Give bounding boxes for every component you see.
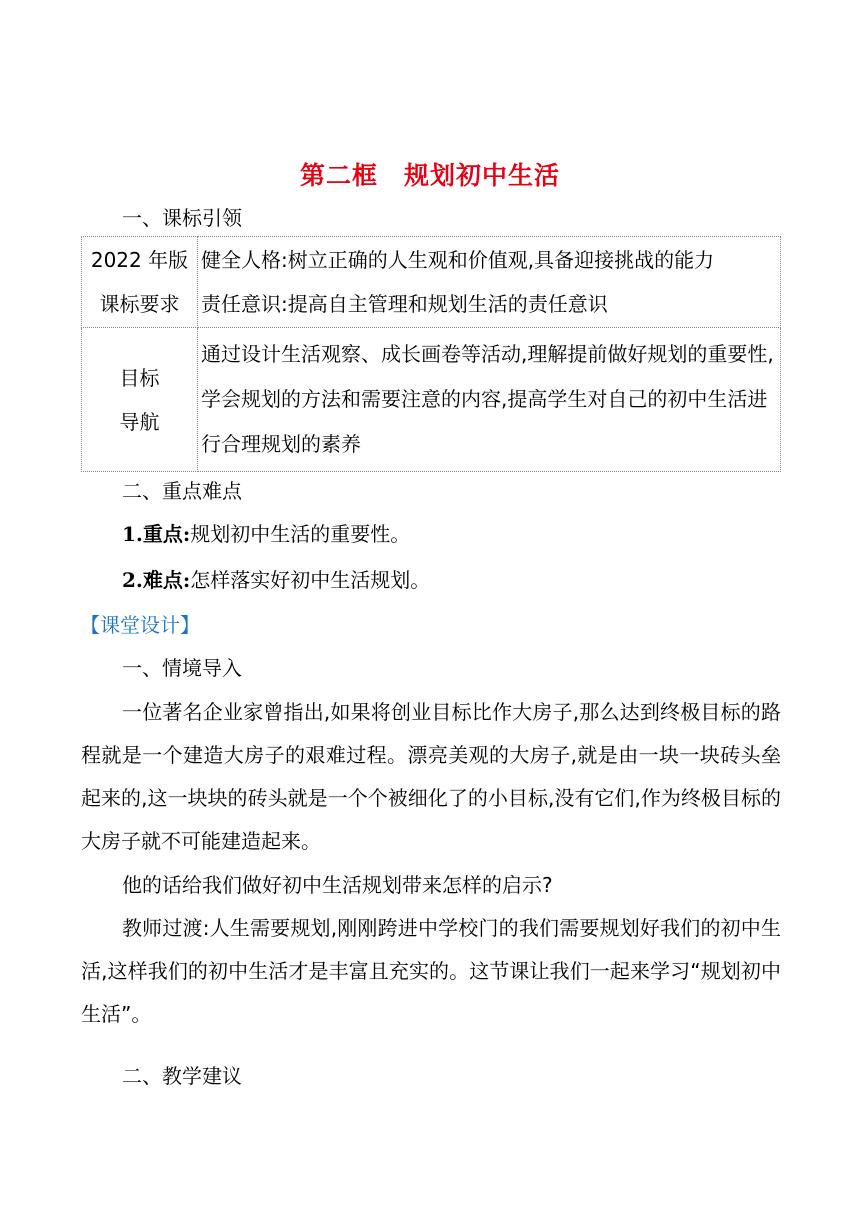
paragraph-teacher-transition: 教师过渡:人生需要规划,刚刚跨进中学校门的我们需要规划好我们的初中生活,这样我们的初中生活才是丰富且充实的。这节课让我们一起来学习“规划初中生活”。 xyxy=(81,916,781,1026)
row2-label xyxy=(82,328,198,472)
title-part1: 第二框 xyxy=(299,161,378,190)
key-point-1 xyxy=(122,521,410,547)
row2-content: 通过设计生活观察、成长画卷等活动,理解提前做好规划的重要性,学会规划的方法和需要注意的内容,提高学生对自己的初中生活进行合理规划的素养 xyxy=(198,328,781,472)
curriculum-table xyxy=(81,236,781,472)
row2-label-line1: 目标 xyxy=(119,365,160,390)
section-heading-intro: 一、情境导入 xyxy=(122,656,242,680)
table-row xyxy=(82,328,781,472)
row1-line1: 健全人格:树立正确的人生观和价值观,具备迎接挑战的能力 xyxy=(201,248,715,272)
point2-label: 2.难点: xyxy=(122,568,191,592)
row1-line2: 责任意识:提高自主管理和规划生活的责任意识 xyxy=(201,292,608,316)
title-part2: 规划初中生活 xyxy=(404,161,561,190)
point2-text: 怎样落实好初中生活规划。 xyxy=(190,568,431,592)
row2-label-line2: 导航 xyxy=(119,409,160,434)
section-heading-teaching-advice: 二、教学建议 xyxy=(122,1064,242,1088)
row1-label-line1: 2022 年版 xyxy=(90,248,189,272)
row1-content xyxy=(198,237,781,328)
key-point-2 xyxy=(122,567,430,593)
row1-label-line2: 课标要求 xyxy=(99,292,180,316)
point1-text: 规划初中生活的重要性。 xyxy=(190,522,411,546)
table-row xyxy=(82,237,781,328)
paragraph-intro-story: 一位著名企业家曾指出,如果将创业目标比作大房子,那么达到终极目标的路程就是一个建造大房子的艰难过程。漂亮美观的大房子,就是由一块一块砖头垒起来的,这一块块的砖头就是一个个被细化了的小目标,没有它们,作为终极目标的大房子就不可能建造起来。 xyxy=(81,700,781,853)
point1-label: 1.重点: xyxy=(122,522,191,546)
page-title xyxy=(0,156,860,192)
section-heading-curriculum: 一、课标引领 xyxy=(122,206,242,230)
paragraph-question: 他的话给我们做好初中生活规划带来怎样的启示? xyxy=(122,873,553,897)
section-heading-key-points: 二、重点难点 xyxy=(122,479,242,503)
class-design-heading: 【课堂设计】 xyxy=(80,613,200,637)
row1-label xyxy=(82,237,198,328)
